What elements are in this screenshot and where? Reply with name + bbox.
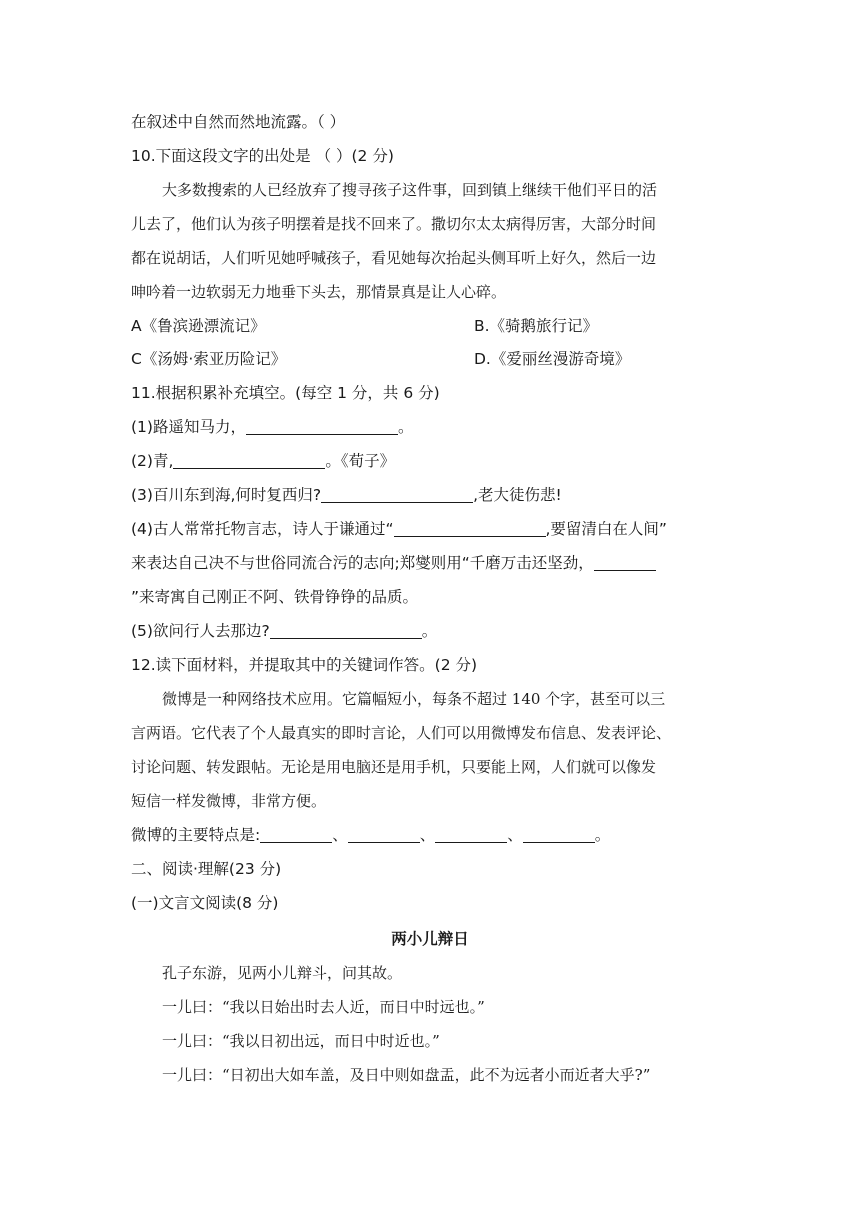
fill-text: (5)欲问行人去那边? [131, 622, 270, 640]
text-line: 在叙述中自然而然地流露。（ ） [131, 113, 346, 131]
option-a: A《鲁滨逊漂流记》 [131, 317, 266, 335]
fill-text: (3)百川东到海,何时复西归? [131, 486, 322, 504]
passage-line: 大多数搜索的人已经放弃了搜寻孩子这件事，回到镇上继续干他们平日的活 [162, 181, 658, 199]
answer-blank[interactable] [173, 452, 325, 469]
fill-text: 。《荀子》 [325, 452, 396, 470]
question-12: 12.读下面材料，并提取其中的关键词作答。(2 分) [131, 656, 478, 674]
option-c: C《汤姆·索亚历险记》 [131, 350, 287, 368]
passage-line: 微博是一种网络技术应用。它篇幅短小，每条不超过 140 个字，甚至可以三 [162, 690, 666, 708]
passage-line: 短信一样发微博，非常方便。 [131, 792, 327, 810]
fill-item-3 [131, 484, 731, 506]
fill-item-5 [131, 620, 731, 642]
fill-item-2 [131, 450, 731, 472]
fill-text: (1)路遥知马力， [131, 418, 246, 436]
option-b: B.《骑鹅旅行记》 [474, 317, 599, 335]
question-10: 10.下面这段文字的出处是 （ ）(2 分) [131, 147, 394, 165]
fill-text: 。 [397, 418, 414, 436]
separator: 、 [507, 826, 523, 844]
passage-line: 讨论问题、转发跟帖。无论是用电脑还是用手机，只要能上网，人们就可以像发 [131, 758, 657, 776]
classical-line: 孔子东游，见两小儿辩斗，问其故。 [162, 964, 403, 982]
fill-item-4 [131, 518, 731, 540]
separator: 。 [594, 826, 611, 844]
section-heading: 二、阅读·理解(23 分) [131, 860, 282, 878]
passage-line: 儿去了，他们认为孩子明摆着是找不回来了。撒切尔太太病得厉害，大部分时间 [131, 215, 657, 233]
answer-blank[interactable] [321, 486, 473, 503]
subsection-heading: (一)文言文阅读(8 分) [131, 894, 279, 912]
fill-text: 来表达自己决不与世俗同流合污的志向;郑燮则用“千磨万击还坚劲， [131, 554, 594, 572]
classical-line: 一儿曰：“我以日始出时去人近，而日中时远也。” [162, 998, 485, 1016]
fill-text: 。 [421, 622, 438, 640]
answer-blank[interactable] [246, 418, 398, 435]
fill-text: ,老大徒伤悲! [473, 486, 562, 504]
answer-blank[interactable] [348, 826, 420, 843]
fill-item-1 [131, 416, 731, 438]
options-row-1 [131, 315, 731, 337]
answer-blank[interactable] [523, 826, 595, 843]
passage-line: 呻吟着一边软弱无力地垂下头去，那情景真是让人心碎。 [131, 283, 507, 301]
fill-text: (2)青, [131, 452, 174, 470]
answer-blank[interactable] [260, 826, 332, 843]
fill-text: 微博的主要特点是: [131, 826, 261, 844]
separator: 、 [332, 826, 348, 844]
answer-blank[interactable] [435, 826, 507, 843]
answer-blank[interactable] [270, 622, 422, 639]
question-12-answer [131, 824, 731, 846]
classical-line: 一儿曰：“我以日初出远，而日中时近也。” [162, 1032, 440, 1050]
fill-item-4-end: ”来寄寓自己刚正不阿、铁骨铮铮的品质。 [131, 588, 419, 606]
fill-text: (4)古人常常托物言志，诗人于谦通过“ [131, 520, 394, 538]
options-row-2 [131, 348, 731, 370]
fill-text: ,要留清白在人间” [545, 520, 667, 538]
separator: 、 [419, 826, 436, 844]
passage-title: 两小儿辩日 [391, 930, 469, 948]
option-d: D.《爱丽丝漫游奇境》 [474, 350, 631, 368]
answer-blank[interactable] [594, 554, 656, 571]
answer-blank[interactable] [394, 520, 546, 537]
passage-line: 言两语。它代表了个人最真实的即时言论，人们可以用微博发布信息、发表评论、 [131, 724, 672, 742]
question-11: 11.根据积累补充填空。(每空 1 分，共 6 分) [131, 384, 440, 402]
fill-item-4-cont [131, 552, 731, 574]
passage-line: 都在说胡话，人们听见她呼喊孩子，看见她每次抬起头侧耳听上好久，然后一边 [131, 249, 657, 267]
classical-line: 一儿曰：“日初出大如车盖，及日中则如盘盂，此不为远者小而近者大乎?” [162, 1066, 651, 1084]
